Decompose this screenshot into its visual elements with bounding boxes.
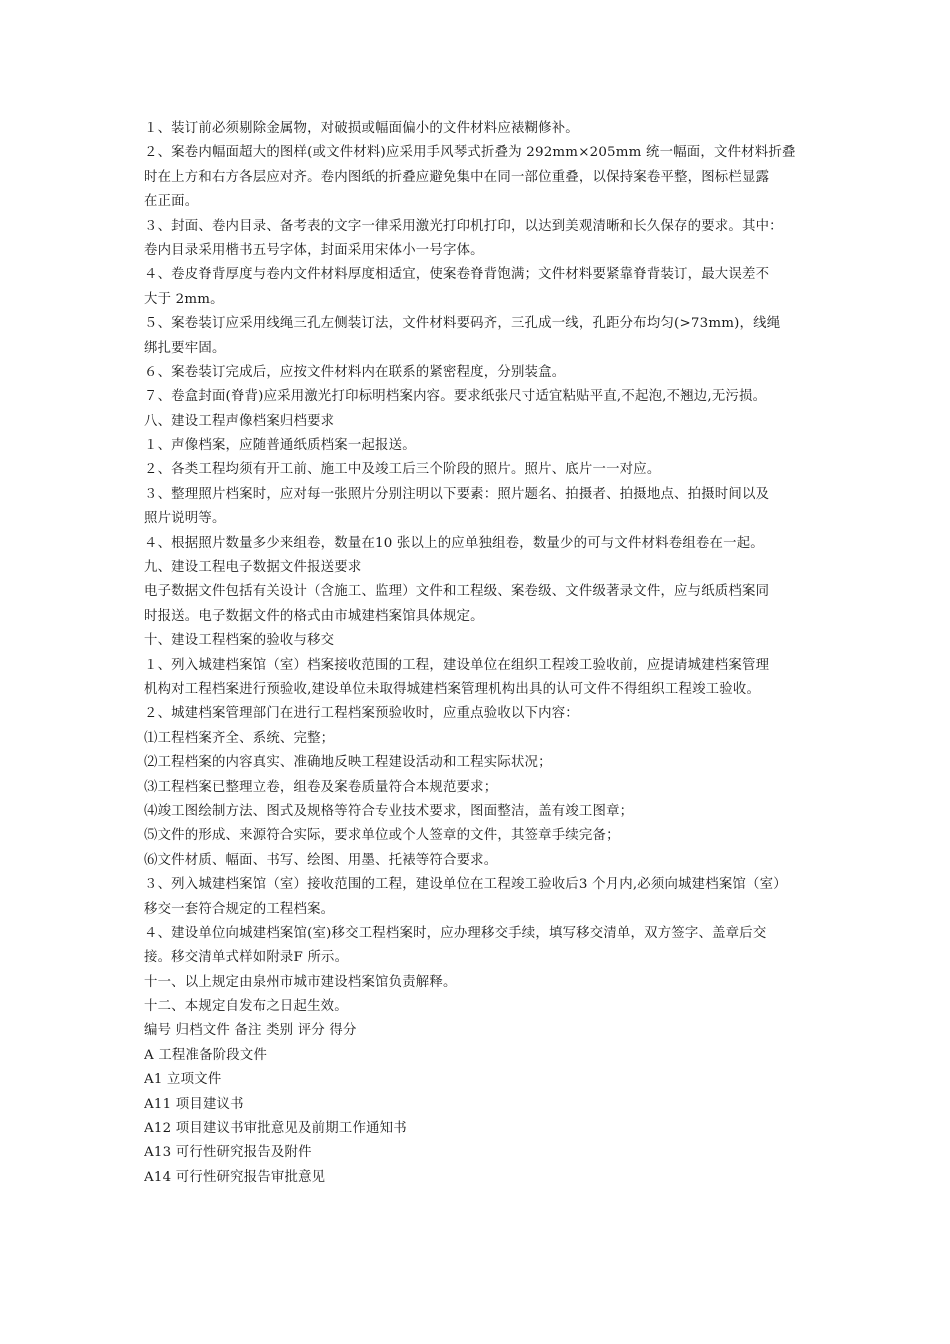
text-line: １、列入城建档案馆（室）档案接收范围的工程，建设单位在组织工程竣工验收前，应提请城建档案管理	[144, 657, 770, 673]
text-line: 卷内目录采用楷书五号字体，封面采用宋体小一号字体。	[144, 242, 484, 258]
text-line: ⑵工程档案的内容真实、准确地反映工程建设活动和工程实际状况；	[144, 755, 552, 771]
text-line: A11 项目建议书	[144, 1096, 244, 1112]
text-line: ⑸文件的形成、来源符合实际，要求单位或个人签章的文件，其签章手续完备；	[144, 828, 620, 844]
text-line: 电子数据文件包括有关设计（含施工、监理）文件和工程级、案卷级、文件级著录文件，应与纸质档案同	[144, 584, 770, 600]
text-line: 时在上方和右方各层应对齐。卷内图纸的折叠应避免集中在同一部位重叠，以保持案卷平整，图标栏显露	[144, 169, 770, 185]
text-line: 照片说明等。	[144, 511, 226, 527]
text-line: ７、卷盒封面(脊背)应采用激光打印标明档案内容。要求纸张尺寸适宜粘贴平直,不起泡,不翘边,无污损。	[144, 389, 767, 405]
text-line: 十一、以上规定由泉州市城市建设档案馆负责解释。	[144, 974, 457, 990]
text-line: ４、卷皮脊背厚度与卷内文件材料厚度相适宜，使案卷脊背饱满；文件材料要紧靠脊背装订，最大误差不	[144, 267, 770, 283]
text-line: ３、整理照片档案时，应对每一张照片分别注明以下要素：照片题名、拍摄者、拍摄地点、拍摄时间以及	[144, 486, 770, 502]
text-line: A14 可行性研究报告审批意见	[144, 1169, 326, 1185]
text-line: 九、建设工程电子数据文件报送要求	[144, 560, 362, 576]
text-line: ⑹文件材质、幅面、书写、绘图、用墨、托裱等符合要求。	[144, 852, 498, 868]
text-line: 时报送。电子数据文件的格式由市城建档案馆具体规定。	[144, 608, 484, 624]
text-line: 大于 2mm。	[144, 291, 224, 307]
text-line: A 工程准备阶段文件	[144, 1047, 268, 1063]
text-line: ２、城建档案管理部门在进行工程档案预验收时，应重点验收以下内容：	[144, 706, 579, 722]
text-line: ３、封面、卷内目录、备考表的文字一律采用激光打印机打印，以达到美观清晰和长久保存的要求。其中：	[144, 218, 783, 234]
text-line: 绑扎要牢固。	[144, 340, 226, 356]
text-line: ５、案卷装订应采用线绳三孔左侧装订法，文件材料要码齐，三孔成一线，孔距分布均匀(>73mm)，线绳	[144, 316, 781, 332]
text-line: ４、根据照片数量多少来组卷，数量在10 张以上的应单独组卷，数量少的可与文件材料卷组卷在一起。	[144, 535, 764, 551]
text-line: ⑴工程档案齐全、系统、完整；	[144, 730, 335, 746]
text-line: ⑷竣工图绘制方法、图式及规格等符合专业技术要求，图面整洁，盖有竣工图章；	[144, 803, 634, 819]
text-line: 编号 归档文件 备注 类别 评分 得分	[144, 1023, 357, 1039]
text-line: A1 立项文件	[144, 1072, 222, 1088]
text-line: A13 可行性研究报告及附件	[144, 1145, 312, 1161]
text-line: ２、案卷内幅面超大的图样(或文件材料)应采用手风琴式折叠为 292mm×205mm 统一幅面，文件材料折叠	[144, 145, 796, 161]
text-line: 机构对工程档案进行预验收,建设单位未取得城建档案管理机构出具的认可文件不得组织工程竣工验收。	[144, 681, 761, 697]
text-line: １、装订前必须剔除金属物，对破损或幅面偏小的文件材料应裱糊修补。	[144, 121, 579, 136]
text-line: １、声像档案，应随普通纸质档案一起报送。	[144, 438, 416, 454]
text-line: ⑶工程档案已整理立卷，组卷及案卷质量符合本规范要求；	[144, 779, 498, 795]
text-line: 接。移交清单式样如附录F 所示。	[144, 950, 349, 966]
text-line: ２、各类工程均须有开工前、施工中及竣工后三个阶段的照片。照片、底片一一对应。	[144, 462, 661, 478]
text-line: 在正面。	[144, 194, 199, 210]
text-line: 十、建设工程档案的验收与移交	[144, 633, 335, 649]
text-line: ３、列入城建档案馆（室）接收范围的工程，建设单位在工程竣工验收后3 个月内,必须向城建档案馆（室）	[144, 877, 787, 893]
text-line: 八、建设工程声像档案归档要求	[144, 413, 335, 429]
text-line: 移交一套符合规定的工程档案。	[144, 901, 335, 917]
text-line: ４、建设单位向城建档案馆(室)移交工程档案时，应办理移交手续，填写移交清单，双方签字、盖章后交	[144, 925, 767, 941]
document-body	[144, 117, 834, 1190]
text-line: ６、案卷装订完成后，应按文件材料内在联系的紧密程度，分别装盒。	[144, 364, 566, 380]
text-line: 十二、本规定自发布之日起生效。	[144, 999, 348, 1015]
text-line: A12 项目建议书审批意见及前期工作通知书	[144, 1121, 407, 1137]
